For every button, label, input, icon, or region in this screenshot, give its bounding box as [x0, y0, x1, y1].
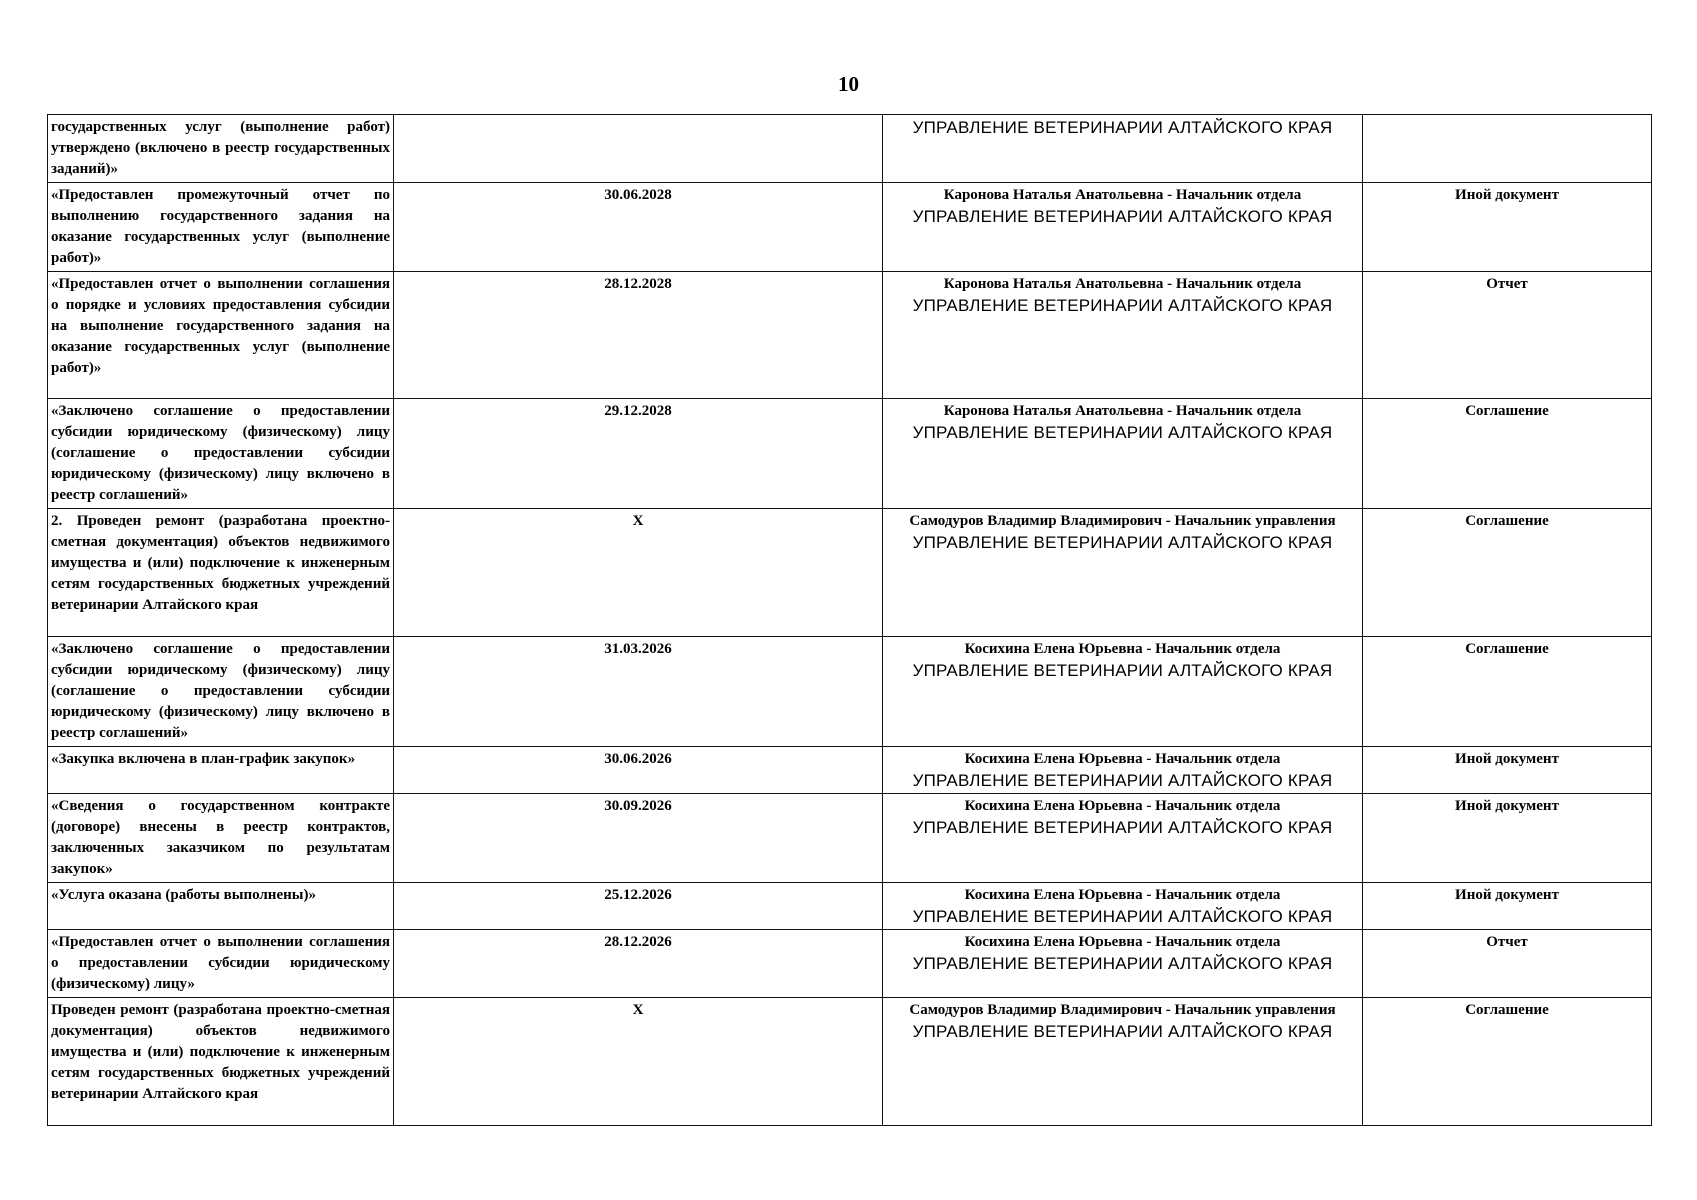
responsible-person: Каронова Наталья Анатольевна - Начальник отдела [943, 187, 1302, 203]
table-row [48, 794, 1652, 883]
document-type: Отчет [1363, 930, 1652, 998]
responsible-person: Косихина Елена Юрьевна - Начальник отдела [964, 751, 1281, 767]
control-point-name: государственных услуг (выполнение работ) утверждено (включено в реестр государственных заданий)» [48, 115, 394, 183]
deadline-date: X [394, 998, 883, 1126]
responsible-person: Самодуров Владимир Владимирович - Начальник управления [909, 513, 1336, 529]
responsible-organization: УПРАВЛЕНИЕ ВЕТЕРИНАРИИ АЛТАЙСКОГО КРАЯ [912, 771, 1333, 790]
control-point-name: «Предоставлен отчет о выполнении соглашения о предоставлении субсидии юридическому (физическому) лицу» [48, 930, 394, 998]
responsible-person: Каронова Наталья Анатольевна - Начальник отдела [943, 276, 1302, 292]
document-type: Иной документ [1363, 747, 1652, 794]
control-points-table [47, 114, 1652, 1126]
responsible-person: Косихина Елена Юрьевна - Начальник отдела [964, 887, 1281, 903]
responsible-cell [883, 747, 1363, 794]
responsible-person: Косихина Елена Юрьевна - Начальник отдела [964, 798, 1281, 814]
deadline-date [394, 115, 883, 183]
responsible-organization: УПРАВЛЕНИЕ ВЕТЕРИНАРИИ АЛТАЙСКОГО КРАЯ [912, 118, 1333, 137]
control-point-name: 2. Проведен ремонт (разработана проектно-сметная документация) объектов недвижимого имущества и (или) подключение к инженерным сетям государственных бюджетных учреждений ветеринарии Алтайского края [48, 509, 394, 637]
control-point-name: «Заключено соглашение о предоставлении субсидии юридическому (физическому) лицу (соглашение о предоставлении субсидии юридическому (физическому) лицу включено в реестр соглашений» [48, 399, 394, 509]
control-point-name: «Закупка включена в план-график закупок» [48, 747, 394, 794]
deadline-date: 30.09.2026 [394, 794, 883, 883]
responsible-organization: УПРАВЛЕНИЕ ВЕТЕРИНАРИИ АЛТАЙСКОГО КРАЯ [912, 661, 1333, 680]
responsible-person: Каронова Наталья Анатольевна - Начальник отдела [943, 403, 1302, 419]
table-row [48, 272, 1652, 399]
responsible-organization: УПРАВЛЕНИЕ ВЕТЕРИНАРИИ АЛТАЙСКОГО КРАЯ [912, 954, 1333, 973]
responsible-cell [883, 509, 1363, 637]
page-number: 10 [838, 72, 859, 96]
responsible-person: Самодуров Владимир Владимирович - Начальник управления [909, 1002, 1336, 1018]
document-type: Соглашение [1363, 998, 1652, 1126]
control-point-name: «Сведения о государственном контракте (договоре) внесены в реестр контрактов, заключенных заказчиком по результатам закупок» [48, 794, 394, 883]
responsible-person: Косихина Елена Юрьевна - Начальник отдела [964, 934, 1281, 950]
document-type: Отчет [1363, 272, 1652, 399]
table-row [48, 399, 1652, 509]
control-point-name: «Предоставлен отчет о выполнении соглашения о порядке и условиях предоставления субсидии на выполнение государственного задания на оказание государственных услуг (выполнение работ)» [48, 272, 394, 399]
responsible-organization: УПРАВЛЕНИЕ ВЕТЕРИНАРИИ АЛТАЙСКОГО КРАЯ [912, 818, 1333, 837]
document-type: Иной документ [1363, 794, 1652, 883]
responsible-organization: УПРАВЛЕНИЕ ВЕТЕРИНАРИИ АЛТАЙСКОГО КРАЯ [912, 1022, 1333, 1041]
responsible-organization: УПРАВЛЕНИЕ ВЕТЕРИНАРИИ АЛТАЙСКОГО КРАЯ [912, 907, 1333, 926]
document-type: Иной документ [1363, 183, 1652, 272]
table-row [48, 637, 1652, 747]
responsible-organization: УПРАВЛЕНИЕ ВЕТЕРИНАРИИ АЛТАЙСКОГО КРАЯ [912, 207, 1333, 226]
responsible-cell [883, 637, 1363, 747]
control-point-name: «Услуга оказана (работы выполнены)» [48, 883, 394, 930]
document-type: Соглашение [1363, 637, 1652, 747]
responsible-cell [883, 794, 1363, 883]
responsible-cell [883, 115, 1363, 183]
deadline-date: 28.12.2026 [394, 930, 883, 998]
responsible-organization: УПРАВЛЕНИЕ ВЕТЕРИНАРИИ АЛТАЙСКОГО КРАЯ [912, 423, 1333, 442]
document-type [1363, 115, 1652, 183]
table-row [48, 115, 1652, 183]
responsible-organization: УПРАВЛЕНИЕ ВЕТЕРИНАРИИ АЛТАЙСКОГО КРАЯ [912, 296, 1333, 315]
responsible-cell [883, 883, 1363, 930]
table-row [48, 998, 1652, 1126]
table-row [48, 883, 1652, 930]
deadline-date: 30.06.2026 [394, 747, 883, 794]
responsible-cell [883, 272, 1363, 399]
deadline-date: 31.03.2026 [394, 637, 883, 747]
control-point-name: «Заключено соглашение о предоставлении субсидии юридическому (физическому) лицу (соглашение о предоставлении субсидии юридическому (физическому) лицу включено в реестр соглашений» [48, 637, 394, 747]
deadline-date: X [394, 509, 883, 637]
control-point-name: «Предоставлен промежуточный отчет по выполнению государственного задания на оказание государственных услуг (выполнение работ)» [48, 183, 394, 272]
responsible-cell [883, 183, 1363, 272]
responsible-organization: УПРАВЛЕНИЕ ВЕТЕРИНАРИИ АЛТАЙСКОГО КРАЯ [912, 533, 1333, 552]
deadline-date: 30.06.2028 [394, 183, 883, 272]
document-type: Соглашение [1363, 509, 1652, 637]
deadline-date: 28.12.2028 [394, 272, 883, 399]
document-type: Иной документ [1363, 883, 1652, 930]
responsible-person: Косихина Елена Юрьевна - Начальник отдела [964, 641, 1281, 657]
table-row [48, 183, 1652, 272]
control-point-name: Проведен ремонт (разработана проектно-сметная документация) объектов недвижимого имущества и (или) подключение к инженерным сетям государственных бюджетных учреждений ветеринарии Алтайского края [48, 998, 394, 1126]
deadline-date: 29.12.2028 [394, 399, 883, 509]
responsible-cell [883, 399, 1363, 509]
responsible-cell [883, 930, 1363, 998]
table-row [48, 930, 1652, 998]
table-row [48, 747, 1652, 794]
table-row [48, 509, 1652, 637]
responsible-cell [883, 998, 1363, 1126]
deadline-date: 25.12.2026 [394, 883, 883, 930]
document-type: Соглашение [1363, 399, 1652, 509]
